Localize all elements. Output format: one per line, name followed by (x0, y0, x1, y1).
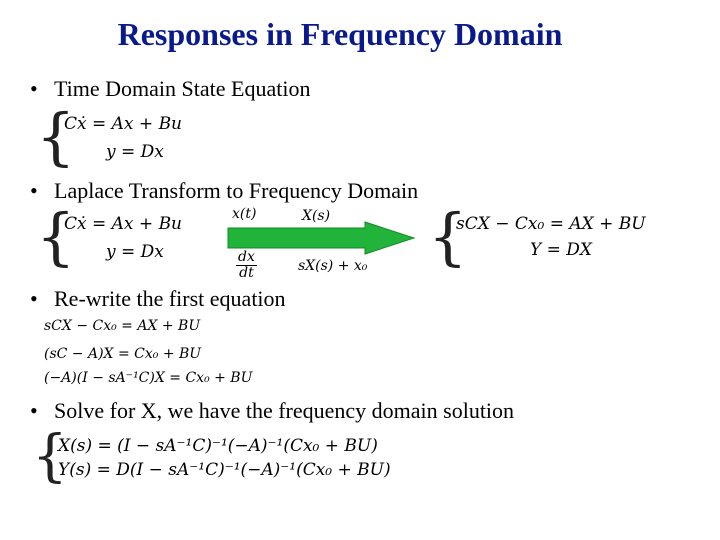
bullet-dot: • (30, 76, 38, 101)
fraction-numerator: dx (238, 249, 255, 265)
slide-title: Responses in Frequency Domain (117, 16, 563, 52)
map-from-derivative (236, 250, 257, 282)
equation-laplace-right-1: sCX − Cx₀ = AX + BU (456, 214, 646, 234)
brace-right: { (428, 200, 468, 273)
bullet-rewrite (30, 286, 286, 312)
fraction-denominator: dt (239, 265, 254, 282)
map-to-sxs: sX(s) + x₀ (298, 258, 368, 274)
bullet-laplace (30, 178, 418, 204)
equation-rewrite-2: (sC − A)X = Cx₀ + BU (44, 346, 202, 362)
derivative-fraction (236, 250, 257, 282)
equation-solution-x: X(s) = (I − sA⁻¹C)⁻¹(−A)⁻¹(Cx₀ + BU) (58, 436, 378, 456)
equation-rewrite-3: (−A)(I − sA⁻¹C)X = Cx₀ + BU (44, 370, 253, 386)
equation-rewrite-1: sCX − Cx₀ = AX + BU (44, 318, 201, 334)
equation-laplace-left-1: Cẋ = Ax + Bu (64, 214, 183, 234)
bullet-text: Solve for X, we have the frequency domain solution (54, 398, 515, 423)
bullet-text: Laplace Transform to Frequency Domain (54, 178, 419, 203)
bullet-dot: • (30, 178, 38, 203)
bullet-text: Re-write the first equation (54, 286, 286, 311)
brace-left: { (32, 424, 68, 489)
bullet-solve (30, 398, 514, 424)
brace-left: { (36, 100, 76, 173)
brace-left: { (36, 200, 76, 273)
equation-time-1: Cẋ = Ax + Bu (64, 114, 183, 134)
equation-laplace-right-2: Y = DX (530, 240, 593, 260)
bullet-dot: • (30, 398, 38, 423)
bullet-dot: • (30, 286, 38, 311)
map-from-xt: x(t) (232, 206, 257, 222)
bullet-text: Time Domain State Equation (54, 76, 311, 101)
equation-laplace-left-2: y = Dx (106, 242, 164, 262)
bullet-time-domain (30, 76, 310, 102)
equation-solution-y: Y(s) = D(I − sA⁻¹C)⁻¹(−A)⁻¹(Cx₀ + BU) (58, 460, 391, 480)
map-to-xs: X(s) (302, 208, 331, 224)
equation-time-2: y = Dx (106, 142, 164, 162)
